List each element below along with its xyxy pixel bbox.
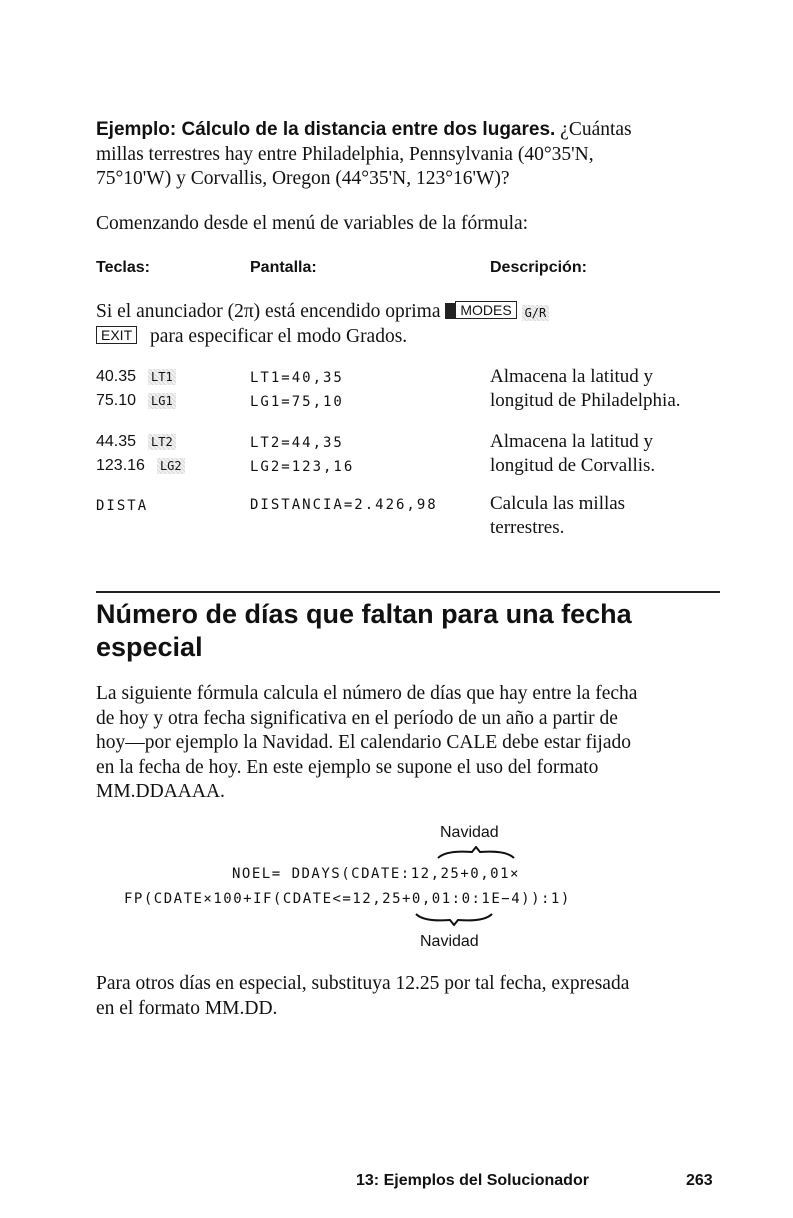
row-display: LG1=75,10	[250, 394, 344, 410]
row-desc: longitud de Philadelphia.	[490, 390, 681, 411]
row-display: LG2=123,16	[250, 459, 355, 475]
instruction-text-1: Si el anunciador (2π) está encendido oprima	[96, 301, 441, 322]
example-intro: Comenzando desde el menú de variables de la fórmula:	[96, 213, 529, 234]
example-line-0: ¿Cuántas	[560, 119, 632, 140]
closing-line: en el formato MM.DD.	[96, 997, 278, 1019]
body-line: de hoy y otra fecha significativa en el período de un año a partir de	[96, 707, 618, 729]
body-line: MM.DDAAAA.	[96, 781, 225, 802]
formula-line-2: FP(CDATE×100+IF(CDATE<=12,25+0,01:0:1E−4)):1)	[124, 891, 571, 907]
modes-key: MODES	[455, 301, 516, 319]
row-desc: terrestres.	[490, 517, 565, 538]
table-row	[96, 392, 176, 410]
closing-line: Para otros días en especial, substituya 12.25 por tal fecha, expresada	[96, 973, 630, 994]
table-row	[96, 368, 176, 386]
row-value: 123.16	[96, 457, 145, 474]
section-body	[96, 682, 736, 805]
row-menu-key: LT1	[148, 369, 176, 385]
row-desc: longitud de Corvallis.	[490, 455, 656, 476]
example-line-2: 75°10'W) y Corvallis, Oregon (44°35'N, 123°16'W)?	[96, 168, 510, 189]
example-paragraph	[96, 118, 736, 192]
row-menu-key: LT2	[148, 434, 176, 450]
closing-paragraph	[96, 972, 736, 1021]
row-menu-key: DISTA	[96, 498, 149, 514]
body-line: La siguiente fórmula calcula el número de días que hay entre la fecha	[96, 683, 638, 704]
table-row	[96, 457, 185, 475]
row-desc: Almacena la latitud y	[490, 366, 654, 387]
brace-top-icon	[436, 846, 516, 860]
section-divider	[96, 591, 720, 593]
example-line-1: millas terrestres hay entre Philadelphia, Pennsylvania (40°35'N,	[96, 143, 594, 165]
footer-chapter: 13: Ejemplos del Solucionador	[356, 1172, 589, 1189]
section-title-line-1: Número de días que faltan para una fecha	[96, 599, 632, 629]
row-desc: Calcula las millas	[490, 493, 626, 514]
header-display: Pantalla:	[250, 259, 317, 276]
table-row	[96, 433, 176, 451]
row-value: 40.35	[96, 368, 137, 385]
row-menu-key: LG1	[148, 393, 176, 409]
formula-line-1: NOEL= DDAYS(CDATE:12,25+0,01×	[232, 866, 520, 882]
header-description: Descripción:	[490, 259, 587, 276]
row-display: LT1=40,35	[250, 370, 344, 386]
row-display: DISTANCIA=2.426,98	[250, 497, 438, 513]
navidad-label-bottom: Navidad	[420, 933, 479, 950]
row-display: LT2=44,35	[250, 435, 344, 451]
instruction	[96, 300, 736, 349]
instruction-text-2: para especificar el modo Grados.	[150, 325, 408, 347]
brace-bottom-icon	[414, 912, 494, 926]
table-row	[96, 497, 148, 515]
section-title-line-2: especial	[96, 632, 203, 662]
exit-key: EXIT	[96, 326, 137, 344]
navidad-label-top: Navidad	[440, 824, 499, 841]
body-line: en la fecha de hoy. En este ejemplo se supone el uso del formato	[96, 756, 599, 778]
shift-key-icon	[445, 303, 455, 319]
row-value: 44.35	[96, 433, 137, 450]
header-keys: Teclas:	[96, 259, 150, 276]
row-desc: Almacena la latitud y	[490, 431, 654, 452]
section-title	[96, 598, 632, 664]
body-line: hoy—por ejemplo la Navidad. El calendario CALE debe estar fijado	[96, 732, 631, 753]
page-number: 263	[686, 1172, 713, 1189]
example-heading: Ejemplo: Cálculo de la distancia entre dos lugares.	[96, 119, 556, 140]
row-menu-key: LG2	[157, 458, 185, 474]
row-value: 75.10	[96, 392, 137, 409]
gr-menu-key: G/R	[522, 305, 550, 321]
